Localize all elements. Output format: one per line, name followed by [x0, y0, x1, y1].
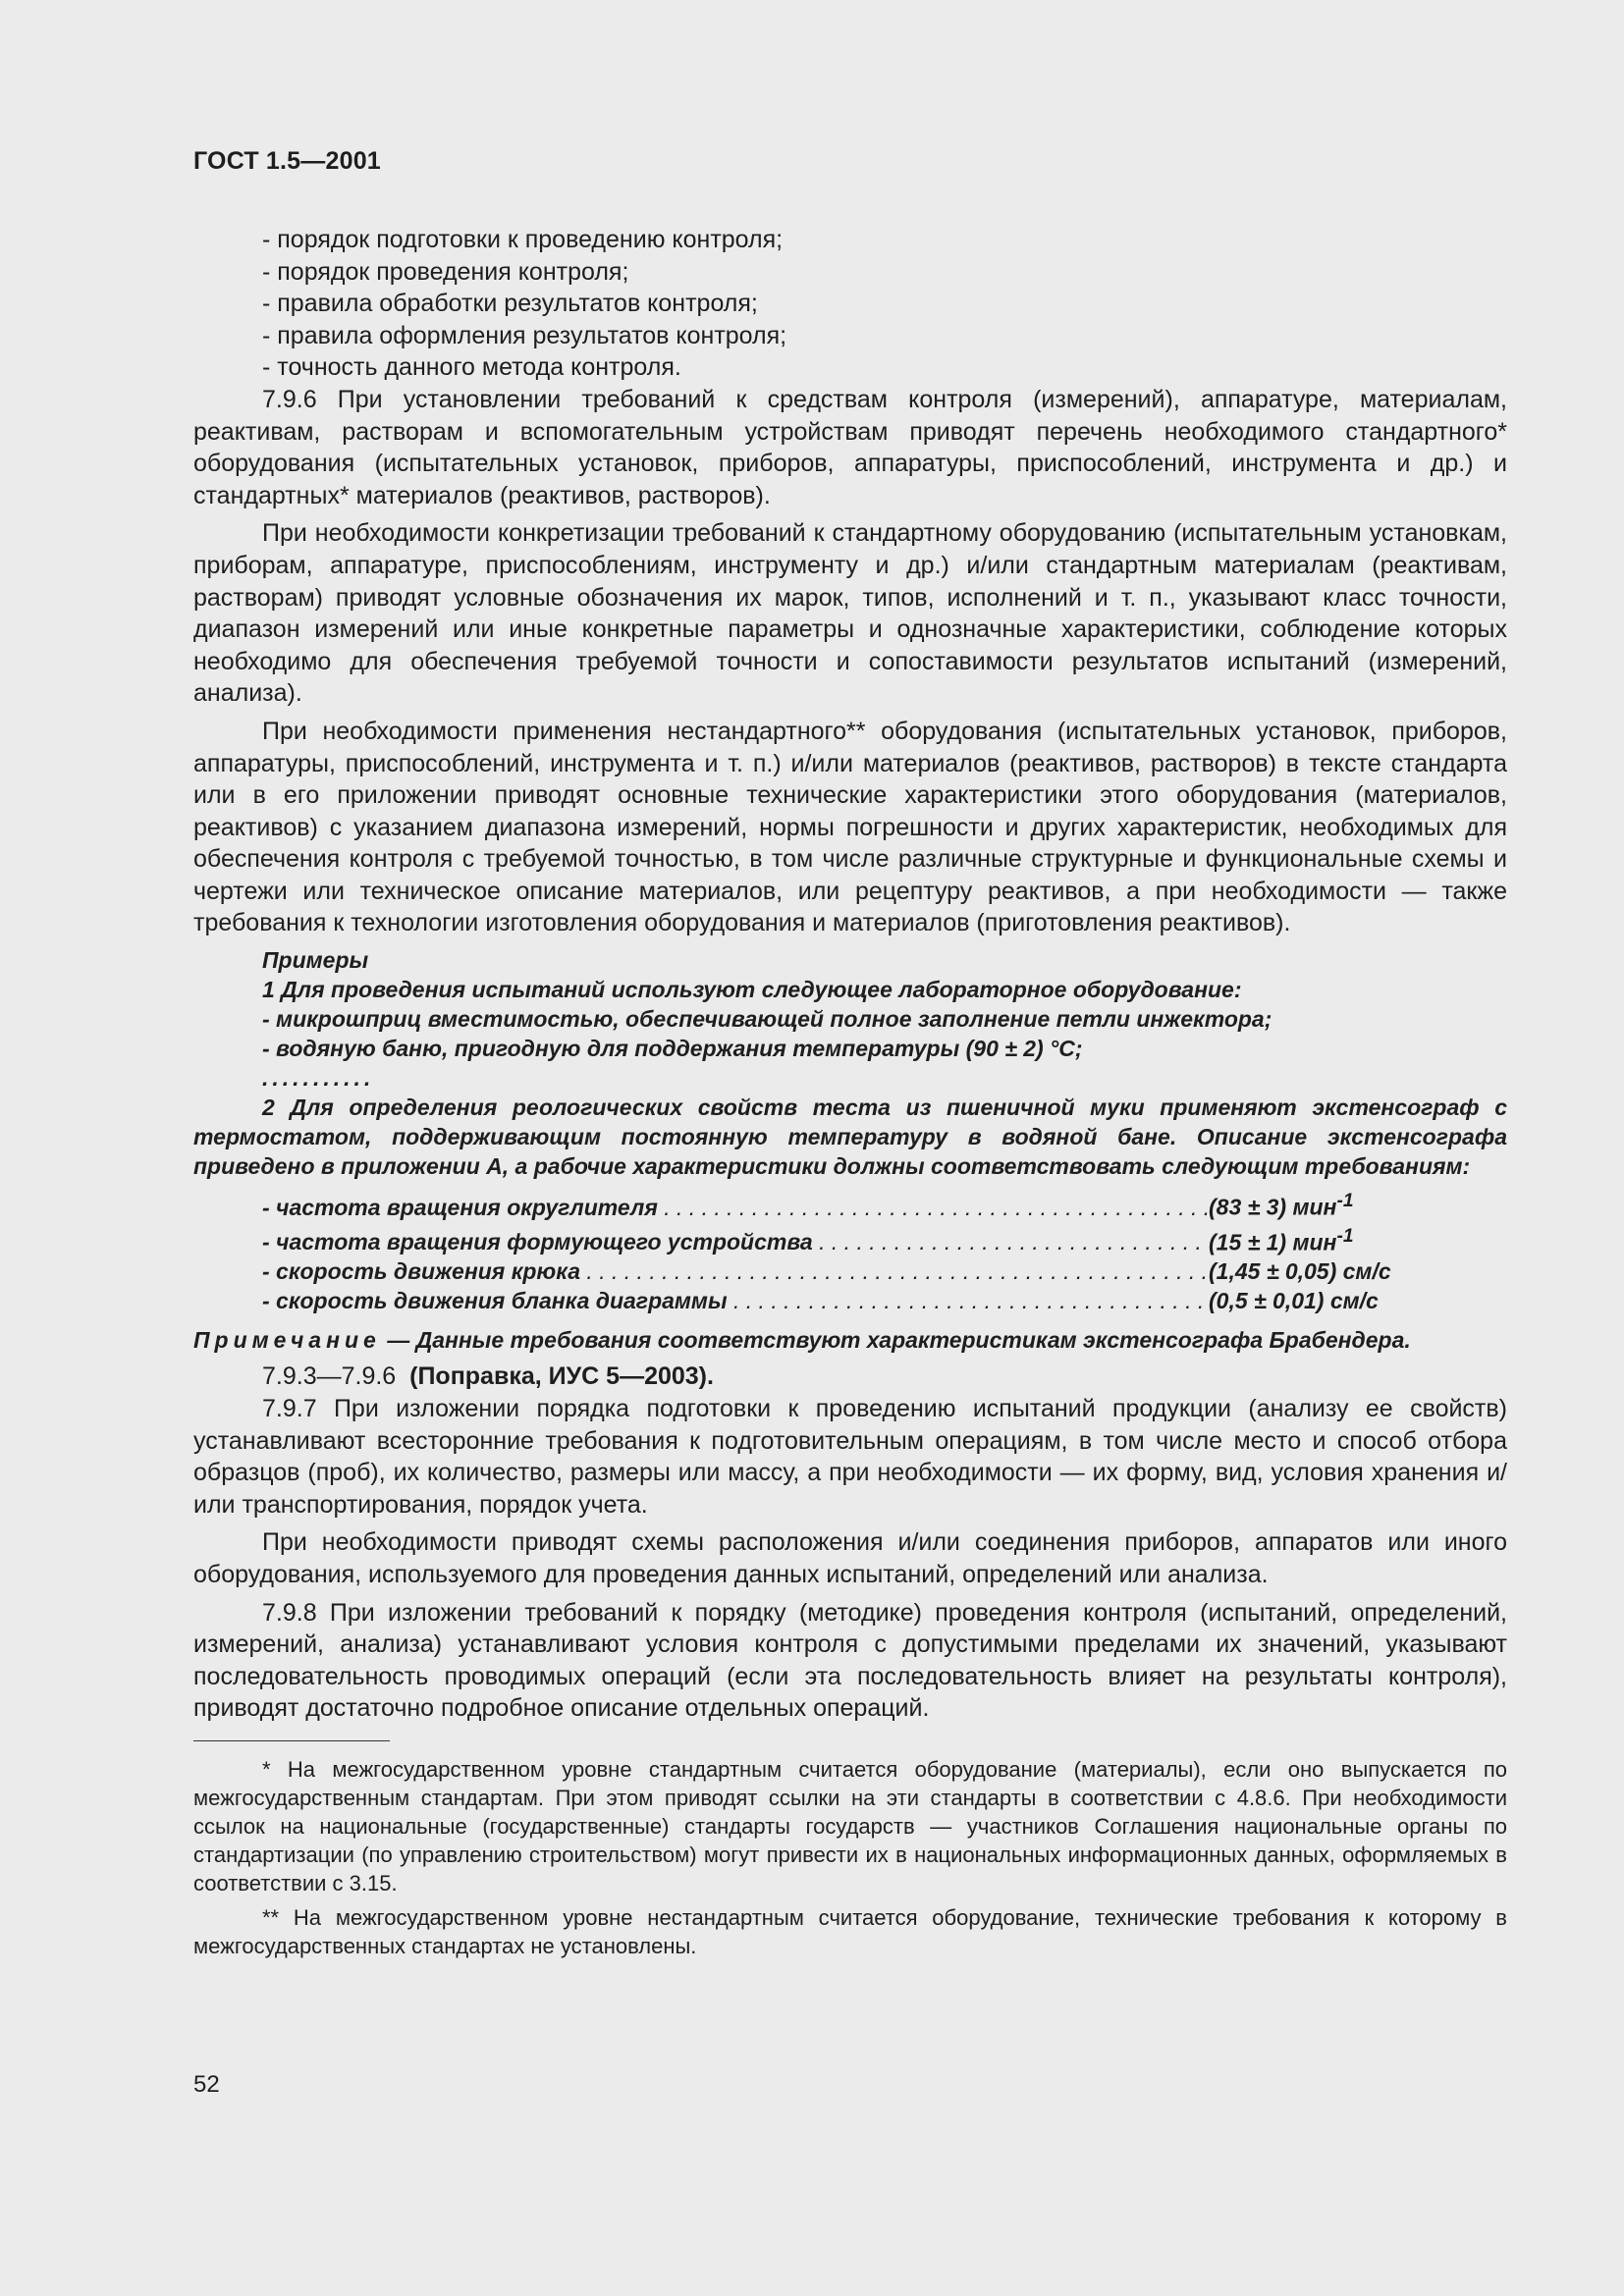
footnote-divider: [193, 1740, 390, 1741]
example-2: 2 Для определения реологических свойств теста из пшеничной муки применяют экстенсограф с термостатом, поддерживающим постоянную температуру в водяной бане. Описание экстенсографа приведено в приложении А, а рабочие характеристики должны соответствовать следующим требованиям:: [193, 1095, 1507, 1180]
spec-label: - скорость движения крюка: [262, 1258, 581, 1285]
note-label: Примечание: [193, 1327, 381, 1354]
paragraph-nonstandard: При необходимости применения нестандартного** оборудования (испытательных установок, приборов, аппаратуры, приспособлений, инструмента и т. п.) и/или материалов (реактивов, растворов) в тексте стандарта или в его приложении приводят основные технические характеристики этого оборудования (материалов, реактивов) с указанием диапазона измерений, нормы погрешности и других характеристик, необходимых для обеспечения контроля с требуемой точностью, в том числе различные структурные и функциональные схемы и чертежи или техническое описание материалов, или рецептуру реактивов, а при необходимости — также требования к технологии изготовления оборудования и материалов (приготовления реактивов).: [193, 717, 1507, 937]
paragraph-concretization: При необходимости конкретизации требований к стандартному оборудованию (испытательным установкам, приборам, аппаратуре, приспособлениям, инструменту и др.) и/или стандартным материалам (реактивам, растворам) приводят условные обозначения их марок, типов, исполнений и т. п., указывают класс точности, диапазон измерений или иные конкретные параметры и однозначные характеристики, соблюдение которых необходимо для обеспечения требуемой точности и сопоставимости результатов испытаний (измерений, анализа).: [193, 519, 1507, 708]
footnote-1: * На межгосударственном уровне стандартным считается оборудование (материалы), если оно выпускается по межгосударственным стандартам. При этом приводят ссылки на эти стандарты в соответствии с 4.8.6. При необходимости ссылок на национальные (государственные) стандарты государств — участников Соглашения национальные органы по стандартизации (по управлению строительством) могут привести их в национальных информационных данных, оформляемых в соответствии с 3.15.: [193, 1756, 1507, 1896]
document-header: ГОСТ 1.5—2001: [193, 147, 381, 175]
list-item: - правила обработки результатов контроля;: [262, 290, 758, 318]
amendment-text: (Поправка, ИУС 5—2003).: [409, 1362, 714, 1391]
spec-row: [193, 1256, 1507, 1286]
spec-label: - частота вращения формующего устройства: [262, 1229, 813, 1255]
amendment-ref: 7.9.3—7.9.6: [262, 1362, 397, 1391]
paragraph-7-9-6: 7.9.6 При установлении требований к средствам контроля (измерений), аппаратуре, материалам, реактивам, растворам и вспомогательным устройствам приводят перечень необходимого стандартного* оборудования (испытательных установок, приборов, аппаратуры, приспособлений, инструмента и др.) и стандартных* материалов (реактивов, растворов).: [193, 385, 1507, 509]
note-text: — Данные требования соответствуют характеристикам экстенсографа Брабендера.: [380, 1327, 1411, 1354]
spec-value-exponent: -1: [1336, 1225, 1354, 1247]
example-1: 1 Для проведения испытаний используют следующее лабораторное оборудование:: [262, 977, 1242, 1003]
examples-heading: Примеры: [262, 947, 369, 974]
document-body: [193, 224, 1507, 1960]
example-ellipsis: ...........: [262, 1065, 375, 1092]
amendment-line: [193, 1361, 1507, 1393]
spec-row: [193, 1187, 1507, 1222]
spec-value: (1,45 ± 0,05) см/с: [1209, 1258, 1391, 1285]
spec-list: [193, 1187, 1507, 1315]
list-item: - правила оформления результатов контроля;: [262, 321, 787, 349]
example-1-item: - микрошприц вместимостью, обеспечивающей полное заполнение петли инжектора;: [262, 1006, 1272, 1033]
list-item: - порядок подготовки к проведению контроля;: [262, 226, 784, 253]
spec-row: [193, 1222, 1507, 1257]
spec-row: [193, 1286, 1507, 1315]
spec-value-exponent: -1: [1336, 1191, 1354, 1212]
list-item: - точность данного метода контроля.: [262, 353, 681, 382]
list-item: - порядок проведения контроля;: [262, 257, 629, 286]
paragraph-7-9-7: 7.9.7 При изложении порядка подготовки к проведению испытаний продукции (анализу ее свойств) устанавливают всесторонние требования к подготовительным операциям, в том числе место и способ отбора образцов (проб), их количество, размеры или массу, а при необходимости — их форму, вид, условия хранения и/или транспортирования, порядок учета.: [193, 1394, 1507, 1519]
page-number: 52: [193, 2071, 220, 2098]
paragraph-schemes: При необходимости приводят схемы расположения и/или соединения приборов, аппаратов или иного оборудования, используемого для проведения данных испытаний, определений или анализа.: [193, 1528, 1507, 1588]
spec-label: - частота вращения округлителя: [262, 1194, 658, 1220]
example-1-item: - водяную баню, пригодную для поддержания температуры (90 ± 2) °С;: [262, 1036, 1083, 1062]
paragraph-7-9-8: 7.9.8 При изложении требований к порядку (методике) проведения контроля (испытаний, определений, измерений, анализа) устанавливают условия контроля с допустимыми пределами их значений, указывают последовательность проводимых операций (если эта последовательность влияет на результаты контроля), приводят достаточно подробное описание отдельных операций.: [193, 1598, 1507, 1723]
spec-label: - скорость движения бланка диаграммы: [262, 1288, 728, 1314]
spec-value: (0,5 ± 0,01) см/с: [1209, 1288, 1379, 1314]
note: [193, 1325, 1507, 1355]
spec-value: (15 ± 1) мин: [1209, 1229, 1337, 1255]
footnote-2: ** На межгосударственном уровне нестандартным считается оборудование, технические требования к которому в межгосударственных стандартах не установлены.: [193, 1904, 1507, 1958]
spec-value: (83 ± 3) мин: [1209, 1194, 1337, 1220]
examples-block: [193, 945, 1507, 1355]
